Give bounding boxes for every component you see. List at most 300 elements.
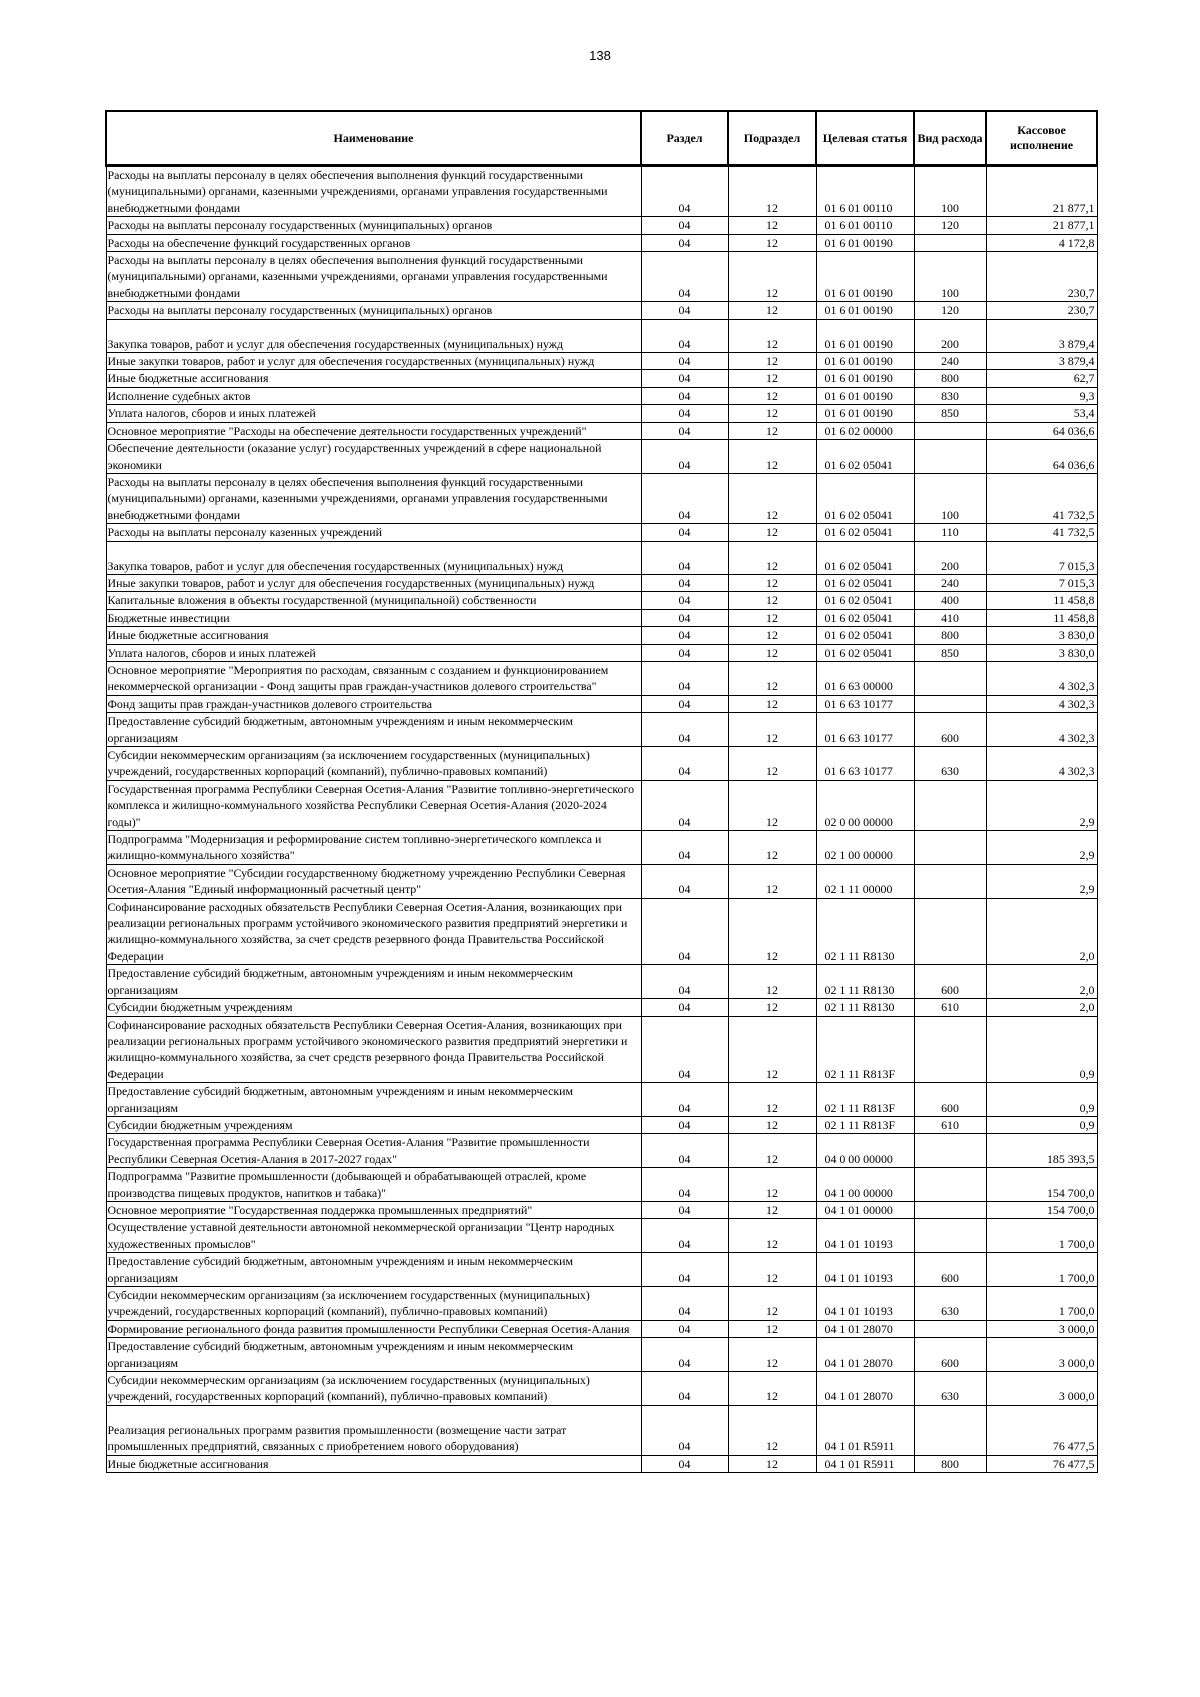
row-name-cell: Уплата налогов, сборов и иных платежей <box>106 405 641 422</box>
row-section-cell: 04 <box>641 252 728 302</box>
row-amount-cell: 1 700,0 <box>986 1253 1097 1287</box>
header-target: Целевая статья <box>816 111 914 166</box>
table-row <box>106 524 1097 541</box>
row-target-cell: 04 1 01 28070 <box>816 1338 914 1372</box>
table-row <box>106 864 1097 898</box>
row-subsection-cell: 12 <box>728 898 816 965</box>
row-target-cell: 01 6 01 00190 <box>816 370 914 387</box>
row-subsection-cell: 12 <box>728 1134 816 1168</box>
row-expense-type-cell: 600 <box>914 713 986 747</box>
row-amount-cell: 64 036,6 <box>986 422 1097 439</box>
row-subsection-cell: 12 <box>728 1083 816 1117</box>
row-expense-type-cell: 630 <box>914 747 986 781</box>
row-expense-type-cell <box>914 864 986 898</box>
table-row <box>106 695 1097 712</box>
row-target-cell: 01 6 01 00190 <box>816 319 914 352</box>
row-expense-type-cell <box>914 695 986 712</box>
row-amount-cell: 2,0 <box>986 999 1097 1016</box>
row-name-cell: Субсидии бюджетным учреждениям <box>106 999 641 1016</box>
table-header-row <box>106 111 1097 166</box>
row-expense-type-cell <box>914 661 986 695</box>
row-subsection-cell: 12 <box>728 1287 816 1321</box>
row-amount-cell: 4 172,8 <box>986 234 1097 251</box>
table-row <box>106 405 1097 422</box>
row-subsection-cell: 12 <box>728 440 816 474</box>
row-name-cell: Расходы на выплаты персоналу в целях обеспечения выполнения функций государственными (муниципальными) органами, казенными учреждениями, органами управления государственными внебюджетными фондами <box>106 166 641 217</box>
table-row <box>106 387 1097 404</box>
row-section-cell: 04 <box>641 999 728 1016</box>
table-row <box>106 999 1097 1016</box>
row-section-cell: 04 <box>641 965 728 999</box>
table-row <box>106 627 1097 644</box>
row-target-cell: 01 6 01 00190 <box>816 234 914 251</box>
row-expense-type-cell <box>914 1016 986 1083</box>
row-name-cell: Реализация региональных программ развития промышленности (возмещение части затрат промышленных предприятий, связанных с приобретением нового оборудования) <box>106 1405 641 1455</box>
row-amount-cell: 2,0 <box>986 965 1097 999</box>
table-row <box>106 353 1097 370</box>
row-name-cell: Исполнение судебных актов <box>106 387 641 404</box>
row-section-cell: 04 <box>641 1201 728 1218</box>
row-name-cell: Иные бюджетные ассигнования <box>106 1455 641 1472</box>
row-amount-cell: 7 015,3 <box>986 541 1097 574</box>
row-amount-cell: 62,7 <box>986 370 1097 387</box>
table-row <box>106 1116 1097 1133</box>
table-row <box>106 831 1097 865</box>
row-subsection-cell: 12 <box>728 252 816 302</box>
row-section-cell: 04 <box>641 234 728 251</box>
row-expense-type-cell <box>914 1201 986 1218</box>
row-expense-type-cell: 800 <box>914 627 986 644</box>
header-subsection: Подраздел <box>728 111 816 166</box>
row-amount-cell: 21 877,1 <box>986 217 1097 234</box>
row-section-cell: 04 <box>641 1116 728 1133</box>
row-target-cell: 01 6 02 05041 <box>816 440 914 474</box>
row-expense-type-cell <box>914 1320 986 1337</box>
row-amount-cell: 3 000,0 <box>986 1372 1097 1406</box>
row-section-cell: 04 <box>641 1219 728 1253</box>
row-subsection-cell: 12 <box>728 1016 816 1083</box>
table-row <box>106 1253 1097 1287</box>
row-section-cell: 04 <box>641 422 728 439</box>
row-section-cell: 04 <box>641 217 728 234</box>
row-target-cell: 04 1 00 00000 <box>816 1168 914 1202</box>
table-row <box>106 661 1097 695</box>
row-target-cell: 04 1 01 28070 <box>816 1372 914 1406</box>
row-section-cell: 04 <box>641 473 728 523</box>
row-target-cell: 01 6 63 10177 <box>816 695 914 712</box>
row-name-cell: Закупка товаров, работ и услуг для обеспечения государственных (муниципальных) нужд <box>106 319 641 352</box>
row-section-cell: 04 <box>641 747 728 781</box>
row-target-cell: 01 6 02 05041 <box>816 592 914 609</box>
row-subsection-cell: 12 <box>728 1168 816 1202</box>
row-section-cell: 04 <box>641 1338 728 1372</box>
row-name-cell: Закупка товаров, работ и услуг для обеспечения государственных (муниципальных) нужд <box>106 541 641 574</box>
row-expense-type-cell: 410 <box>914 609 986 626</box>
row-name-cell: Софинансирование расходных обязательств Республики Северная Осетия-Алания, возникающих при реализации региональных программ устойчивого экономического развития предприятий энергетики и жилищно-коммунального хозяйства, за счет средств резервного фонда Правительства Российской Федерации <box>106 1016 641 1083</box>
row-section-cell: 04 <box>641 1320 728 1337</box>
row-target-cell: 02 1 11 R813F <box>816 1083 914 1117</box>
table-row <box>106 1287 1097 1321</box>
row-target-cell: 04 1 01 10193 <box>816 1287 914 1321</box>
row-name-cell: Иные бюджетные ассигнования <box>106 627 641 644</box>
row-section-cell: 04 <box>641 524 728 541</box>
row-expense-type-cell: 400 <box>914 592 986 609</box>
row-amount-cell: 2,9 <box>986 831 1097 865</box>
row-section-cell: 04 <box>641 627 728 644</box>
row-expense-type-cell: 630 <box>914 1372 986 1406</box>
row-amount-cell: 76 477,5 <box>986 1405 1097 1455</box>
row-target-cell: 01 6 01 00190 <box>816 252 914 302</box>
row-name-cell: Капитальные вложения в объекты государственной (муниципальной) собственности <box>106 592 641 609</box>
row-subsection-cell: 12 <box>728 747 816 781</box>
row-subsection-cell: 12 <box>728 319 816 352</box>
row-name-cell: Расходы на выплаты персоналу государственных (муниципальных) органов <box>106 302 641 319</box>
row-subsection-cell: 12 <box>728 370 816 387</box>
row-expense-type-cell: 600 <box>914 1083 986 1117</box>
row-expense-type-cell: 610 <box>914 999 986 1016</box>
row-amount-cell: 1 700,0 <box>986 1219 1097 1253</box>
row-expense-type-cell <box>914 1405 986 1455</box>
row-expense-type-cell: 200 <box>914 541 986 574</box>
row-amount-cell: 3 830,0 <box>986 644 1097 661</box>
row-subsection-cell: 12 <box>728 574 816 591</box>
row-expense-type-cell: 100 <box>914 252 986 302</box>
row-subsection-cell: 12 <box>728 1116 816 1133</box>
row-name-cell: Уплата налогов, сборов и иных платежей <box>106 644 641 661</box>
row-section-cell: 04 <box>641 831 728 865</box>
row-name-cell: Расходы на выплаты персоналу казенных учреждений <box>106 524 641 541</box>
table-row <box>106 1016 1097 1083</box>
table-row <box>106 713 1097 747</box>
row-expense-type-cell: 850 <box>914 405 986 422</box>
row-subsection-cell: 12 <box>728 1320 816 1337</box>
row-target-cell: 04 0 00 00000 <box>816 1134 914 1168</box>
row-name-cell: Предоставление субсидий бюджетным, автономным учреждениям и иным некоммерческим организациям <box>106 1253 641 1287</box>
row-subsection-cell: 12 <box>728 1201 816 1218</box>
table-row <box>106 574 1097 591</box>
row-expense-type-cell <box>914 234 986 251</box>
row-name-cell: Обеспечение деятельности (оказание услуг) государственных учреждений в сфере национальной экономики <box>106 440 641 474</box>
row-amount-cell: 185 393,5 <box>986 1134 1097 1168</box>
row-section-cell: 04 <box>641 1134 728 1168</box>
row-section-cell: 04 <box>641 1253 728 1287</box>
row-expense-type-cell: 120 <box>914 302 986 319</box>
row-amount-cell: 2,9 <box>986 864 1097 898</box>
row-expense-type-cell: 100 <box>914 166 986 217</box>
row-expense-type-cell <box>914 780 986 830</box>
row-name-cell: Подпрограмма "Развитие промышленности (добывающей и обрабатывающей отраслей, кроме производства пищевых продуктов, напитков и табака)" <box>106 1168 641 1202</box>
row-name-cell: Расходы на выплаты персоналу в целях обеспечения выполнения функций государственными (муниципальными) органами, казенными учреждениями, органами управления государственными внебюджетными фондами <box>106 473 641 523</box>
row-target-cell: 04 1 01 R5911 <box>816 1405 914 1455</box>
row-expense-type-cell: 850 <box>914 644 986 661</box>
row-subsection-cell: 12 <box>728 1405 816 1455</box>
row-amount-cell: 0,9 <box>986 1016 1097 1083</box>
row-subsection-cell: 12 <box>728 1253 816 1287</box>
row-amount-cell: 230,7 <box>986 252 1097 302</box>
row-subsection-cell: 12 <box>728 217 816 234</box>
row-section-cell: 04 <box>641 387 728 404</box>
row-name-cell: Государственная программа Республики Северная Осетия-Алания "Развитие топливно-энергетического комплекса и жилищно-коммунального хозяйства Республики Северная Осетия-Алания (2020-2024 годы)" <box>106 780 641 830</box>
row-expense-type-cell: 100 <box>914 473 986 523</box>
row-target-cell: 01 6 01 00190 <box>816 387 914 404</box>
table-row <box>106 1201 1097 1218</box>
row-amount-cell: 11 458,8 <box>986 609 1097 626</box>
row-section-cell: 04 <box>641 370 728 387</box>
header-name: Наименование <box>106 111 641 166</box>
row-target-cell: 01 6 02 05041 <box>816 609 914 626</box>
row-amount-cell: 3 879,4 <box>986 319 1097 352</box>
row-name-cell: Субсидии некоммерческим организациям (за исключением государственных (муниципальных) учреждений, государственных корпораций (компаний), публично-правовых компаний) <box>106 1287 641 1321</box>
row-target-cell: 01 6 02 05041 <box>816 627 914 644</box>
row-amount-cell: 2,0 <box>986 898 1097 965</box>
row-target-cell: 02 1 11 00000 <box>816 864 914 898</box>
row-target-cell: 04 1 01 10193 <box>816 1253 914 1287</box>
row-amount-cell: 76 477,5 <box>986 1455 1097 1472</box>
row-subsection-cell: 12 <box>728 864 816 898</box>
row-subsection-cell: 12 <box>728 627 816 644</box>
row-target-cell: 04 1 01 28070 <box>816 1320 914 1337</box>
row-amount-cell: 4 302,3 <box>986 695 1097 712</box>
table-row <box>106 1455 1097 1472</box>
row-expense-type-cell <box>914 440 986 474</box>
row-amount-cell: 0,9 <box>986 1083 1097 1117</box>
row-expense-type-cell <box>914 1168 986 1202</box>
row-target-cell: 01 6 02 05041 <box>816 644 914 661</box>
row-amount-cell: 9,3 <box>986 387 1097 404</box>
row-target-cell: 01 6 02 00000 <box>816 422 914 439</box>
row-name-cell: Иные закупки товаров, работ и услуг для обеспечения государственных (муниципальных) нужд <box>106 353 641 370</box>
row-section-cell: 04 <box>641 440 728 474</box>
row-amount-cell: 21 877,1 <box>986 166 1097 217</box>
row-name-cell: Иные бюджетные ассигнования <box>106 370 641 387</box>
row-amount-cell: 4 302,3 <box>986 713 1097 747</box>
budget-execution-table <box>105 110 1098 1473</box>
table-body <box>106 166 1097 1473</box>
row-amount-cell: 3 879,4 <box>986 353 1097 370</box>
row-target-cell: 02 1 11 R8130 <box>816 965 914 999</box>
table-row <box>106 473 1097 523</box>
row-expense-type-cell <box>914 422 986 439</box>
row-section-cell: 04 <box>641 302 728 319</box>
row-name-cell: Расходы на выплаты персоналу государственных (муниципальных) органов <box>106 217 641 234</box>
row-section-cell: 04 <box>641 1455 728 1472</box>
row-section-cell: 04 <box>641 898 728 965</box>
row-amount-cell: 64 036,6 <box>986 440 1097 474</box>
row-section-cell: 04 <box>641 644 728 661</box>
row-expense-type-cell: 120 <box>914 217 986 234</box>
row-subsection-cell: 12 <box>728 302 816 319</box>
table-row <box>106 440 1097 474</box>
row-section-cell: 04 <box>641 1016 728 1083</box>
row-target-cell: 01 6 63 00000 <box>816 661 914 695</box>
row-target-cell: 02 1 11 R813F <box>816 1116 914 1133</box>
row-section-cell: 04 <box>641 1083 728 1117</box>
table-row <box>106 1405 1097 1455</box>
row-amount-cell: 4 302,3 <box>986 661 1097 695</box>
row-section-cell: 04 <box>641 780 728 830</box>
row-expense-type-cell <box>914 898 986 965</box>
table-row <box>106 541 1097 574</box>
row-subsection-cell: 12 <box>728 713 816 747</box>
row-subsection-cell: 12 <box>728 524 816 541</box>
row-subsection-cell: 12 <box>728 1219 816 1253</box>
table-row <box>106 747 1097 781</box>
table-row <box>106 217 1097 234</box>
row-section-cell: 04 <box>641 353 728 370</box>
table-row <box>106 252 1097 302</box>
row-section-cell: 04 <box>641 574 728 591</box>
row-subsection-cell: 12 <box>728 166 816 217</box>
row-subsection-cell: 12 <box>728 387 816 404</box>
row-target-cell: 01 6 01 00110 <box>816 217 914 234</box>
row-name-cell: Субсидии некоммерческим организациям (за исключением государственных (муниципальных) учреждений, государственных корпораций (компаний), публично-правовых компаний) <box>106 1372 641 1406</box>
row-subsection-cell: 12 <box>728 473 816 523</box>
row-target-cell: 01 6 63 10177 <box>816 747 914 781</box>
row-name-cell: Фонд защиты прав граждан-участников долевого строительства <box>106 695 641 712</box>
row-section-cell: 04 <box>641 1168 728 1202</box>
row-expense-type-cell: 800 <box>914 370 986 387</box>
header-amount: Кассовое исполнение <box>986 111 1097 166</box>
row-subsection-cell: 12 <box>728 965 816 999</box>
table-row <box>106 898 1097 965</box>
row-name-cell: Осуществление уставной деятельности автономной некоммерческой организации "Центр народных художественных промыслов" <box>106 1219 641 1253</box>
row-section-cell: 04 <box>641 405 728 422</box>
row-subsection-cell: 12 <box>728 592 816 609</box>
row-amount-cell: 7 015,3 <box>986 574 1097 591</box>
row-amount-cell: 2,9 <box>986 780 1097 830</box>
row-section-cell: 04 <box>641 1287 728 1321</box>
row-subsection-cell: 12 <box>728 661 816 695</box>
row-subsection-cell: 12 <box>728 831 816 865</box>
row-section-cell: 04 <box>641 864 728 898</box>
row-subsection-cell: 12 <box>728 999 816 1016</box>
row-section-cell: 04 <box>641 713 728 747</box>
row-name-cell: Расходы на обеспечение функций государственных органов <box>106 234 641 251</box>
row-name-cell: Формирование регионального фонда развития промышленности Республики Северная Осетия-Алания <box>106 1320 641 1337</box>
row-expense-type-cell: 800 <box>914 1455 986 1472</box>
row-name-cell: Иные закупки товаров, работ и услуг для обеспечения государственных (муниципальных) нужд <box>106 574 641 591</box>
table-row <box>106 370 1097 387</box>
table-row <box>106 1320 1097 1337</box>
row-expense-type-cell: 830 <box>914 387 986 404</box>
row-section-cell: 04 <box>641 609 728 626</box>
row-name-cell: Подпрограмма "Модернизация и реформирование систем топливно-энергетического комплекса и жилищно-коммунального хозяйства" <box>106 831 641 865</box>
row-section-cell: 04 <box>641 661 728 695</box>
table-row <box>106 644 1097 661</box>
row-subsection-cell: 12 <box>728 234 816 251</box>
row-target-cell: 04 1 01 00000 <box>816 1201 914 1218</box>
row-name-cell: Предоставление субсидий бюджетным, автономным учреждениям и иным некоммерческим организациям <box>106 713 641 747</box>
table-row <box>106 1083 1097 1117</box>
row-expense-type-cell: 110 <box>914 524 986 541</box>
row-expense-type-cell <box>914 1219 986 1253</box>
row-amount-cell: 1 700,0 <box>986 1287 1097 1321</box>
row-amount-cell: 154 700,0 <box>986 1201 1097 1218</box>
row-expense-type-cell: 240 <box>914 574 986 591</box>
row-amount-cell: 0,9 <box>986 1116 1097 1133</box>
table-row <box>106 319 1097 352</box>
row-name-cell: Субсидии бюджетным учреждениям <box>106 1116 641 1133</box>
row-amount-cell: 3 000,0 <box>986 1320 1097 1337</box>
row-section-cell: 04 <box>641 1405 728 1455</box>
table-row <box>106 1219 1097 1253</box>
row-subsection-cell: 12 <box>728 1455 816 1472</box>
row-amount-cell: 4 302,3 <box>986 747 1097 781</box>
row-target-cell: 01 6 01 00190 <box>816 353 914 370</box>
row-target-cell: 01 6 02 05041 <box>816 524 914 541</box>
table-row <box>106 234 1097 251</box>
row-section-cell: 04 <box>641 166 728 217</box>
table-row <box>106 1168 1097 1202</box>
row-expense-type-cell: 200 <box>914 319 986 352</box>
row-name-cell: Субсидии некоммерческим организациям (за исключением государственных (муниципальных) учреждений, государственных корпораций (компаний), публично-правовых компаний) <box>106 747 641 781</box>
row-expense-type-cell <box>914 831 986 865</box>
row-amount-cell: 53,4 <box>986 405 1097 422</box>
table-row <box>106 1134 1097 1168</box>
table-row <box>106 780 1097 830</box>
row-name-cell: Предоставление субсидий бюджетным, автономным учреждениям и иным некоммерческим организациям <box>106 1338 641 1372</box>
row-section-cell: 04 <box>641 319 728 352</box>
row-subsection-cell: 12 <box>728 422 816 439</box>
row-target-cell: 04 1 01 R5911 <box>816 1455 914 1472</box>
row-subsection-cell: 12 <box>728 780 816 830</box>
row-target-cell: 02 0 00 00000 <box>816 780 914 830</box>
row-target-cell: 01 6 01 00110 <box>816 166 914 217</box>
table-row <box>106 965 1097 999</box>
row-amount-cell: 230,7 <box>986 302 1097 319</box>
row-name-cell: Государственная программа Республики Северная Осетия-Алания "Развитие промышленности Республики Северная Осетия-Алания в 2017-2027 годах" <box>106 1134 641 1168</box>
row-target-cell: 01 6 63 10177 <box>816 713 914 747</box>
table-row <box>106 166 1097 217</box>
row-amount-cell: 41 732,5 <box>986 473 1097 523</box>
table-row <box>106 1338 1097 1372</box>
row-target-cell: 04 1 01 10193 <box>816 1219 914 1253</box>
row-name-cell: Основное мероприятие "Государственная поддержка промышленных предприятий" <box>106 1201 641 1218</box>
row-section-cell: 04 <box>641 1372 728 1406</box>
row-amount-cell: 41 732,5 <box>986 524 1097 541</box>
row-amount-cell: 3 830,0 <box>986 627 1097 644</box>
table-row <box>106 302 1097 319</box>
row-target-cell: 02 1 11 R813F <box>816 1016 914 1083</box>
row-target-cell: 01 6 02 05041 <box>816 473 914 523</box>
row-target-cell: 01 6 01 00190 <box>816 302 914 319</box>
row-subsection-cell: 12 <box>728 405 816 422</box>
row-expense-type-cell: 240 <box>914 353 986 370</box>
row-expense-type-cell: 610 <box>914 1116 986 1133</box>
row-name-cell: Основное мероприятие "Субсидии государственному бюджетному учреждению Республики Северная Осетия-Алания "Единый информационный расчетный центр" <box>106 864 641 898</box>
row-name-cell: Основное мероприятие "Мероприятия по расходам, связанным с созданием и функционированием некоммерческой организации - Фонд защиты прав граждан-участников долевого строительства" <box>106 661 641 695</box>
row-section-cell: 04 <box>641 592 728 609</box>
row-subsection-cell: 12 <box>728 695 816 712</box>
table-row <box>106 609 1097 626</box>
row-amount-cell: 154 700,0 <box>986 1168 1097 1202</box>
row-expense-type-cell: 600 <box>914 1338 986 1372</box>
page-number: 138 <box>589 48 611 63</box>
row-name-cell: Предоставление субсидий бюджетным, автономным учреждениям и иным некоммерческим организациям <box>106 1083 641 1117</box>
row-amount-cell: 11 458,8 <box>986 592 1097 609</box>
row-target-cell: 01 6 02 05041 <box>816 541 914 574</box>
row-subsection-cell: 12 <box>728 1338 816 1372</box>
row-name-cell: Расходы на выплаты персоналу в целях обеспечения выполнения функций государственными (муниципальными) органами, казенными учреждениями, органами управления государственными внебюджетными фондами <box>106 252 641 302</box>
header-section: Раздел <box>641 111 728 166</box>
row-expense-type-cell: 600 <box>914 965 986 999</box>
row-subsection-cell: 12 <box>728 609 816 626</box>
row-expense-type-cell: 600 <box>914 1253 986 1287</box>
row-subsection-cell: 12 <box>728 541 816 574</box>
table-row <box>106 1372 1097 1406</box>
row-section-cell: 04 <box>641 695 728 712</box>
table-row <box>106 592 1097 609</box>
